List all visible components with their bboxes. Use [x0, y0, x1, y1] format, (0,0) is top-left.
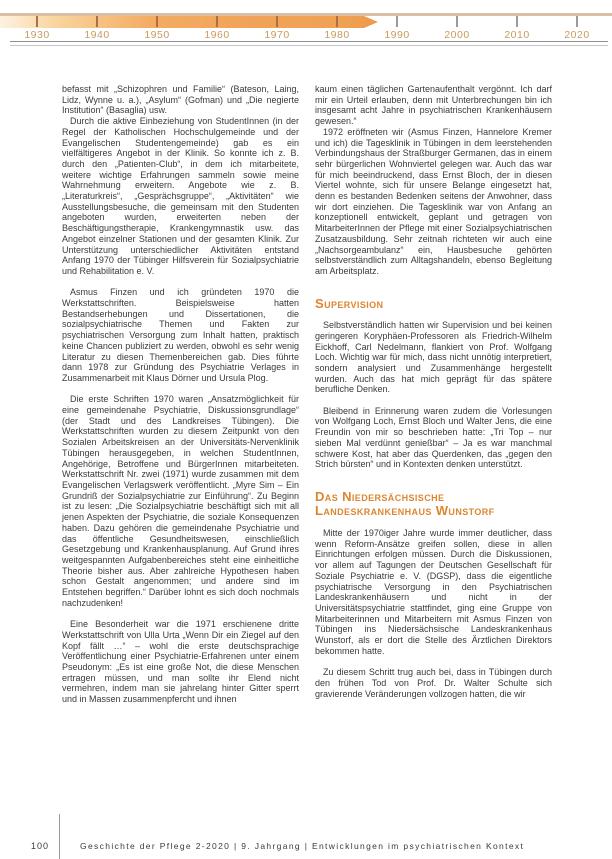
timeline-year-label: 2010: [504, 29, 530, 41]
timeline-tick-mark: [336, 16, 338, 27]
paragraph: Asmus Finzen und ich gründeten 1970 die Werkstattschriften. Beispielsweise hatten Bestandserhebungen und Dissertationen, die sozialpsychiatrische Themen und Fakten zur psychiatrischen Versorgung zum Inhalt hatten, praktisch keine Chancen publiziert zu werden, obwohl es sehr wenig Literatur zu diesen Themenbereichen gab. Dies führte dann 1978 zur Gründung des Psychiatrie Verlages in Zusammenarbeit mit Klaus Dörner und Ursula Plog.: [62, 287, 299, 383]
timeline-rule-lower: [10, 45, 608, 46]
timeline-year-label: 2000: [444, 29, 470, 41]
decade-timeline: [0, 0, 612, 48]
timeline-year-label: 1950: [144, 29, 170, 41]
timeline-tick-mark: [456, 16, 458, 27]
section-heading-supervision: Supervision: [315, 295, 384, 311]
paragraph: kaum einen täglichen Gartenaufenthalt vergönnt. Ich darf mir ein Urteil erlauben, denn mit Unterbrechungen bin ich insgesamt acht Jahre in psychiatrischen Krankenhäusern gewesen.“: [315, 84, 552, 127]
page-number: 100: [30, 841, 50, 851]
article-body: [62, 84, 552, 705]
timeline-year-label: 1960: [204, 29, 230, 41]
timeline-year-label: 1940: [84, 29, 110, 41]
right-column: [315, 84, 552, 705]
paragraph: Mitte der 1970iger Jahre wurde immer deutlicher, dass wenn Reform-Ansätze greifen sollen, diese in allen Einrichtungen erfolgen müssen. Durch die Diskussionen, vor allem auf Tagungen der Deutschen Gesellschaft für Soziale Psychiatrie e. V. (DGSP), dass die eigentliche psychiatrische Versorgung in den Psychiatrischen Landeskrankenhäusern und nicht in der Universitätspsychiatrie stattfindet, ging eine Gruppe von Mitarbeiterinnen und Mitarbeitern mit Asmus Finzen von Tübingen ins Niedersächsische Landeskrankenhaus Wunstorf, als er dort die Stelle des Ärztlichen Direktors bekommen hatte.: [315, 527, 552, 656]
journal-footer-line: Geschichte der Pflege 2-2020 | 9. Jahrgang | Entwicklungen im psychiatrischen Kontext: [80, 841, 525, 851]
paragraph: Eine Besonderheit war die 1971 erschienene dritte Werkstattschrift von Ulla Urta „Wenn Dir ein Ziegel auf den Kopf fällt …“ – wohl die erste deutschsprachige Veröffentlichung einer Psychiatrie-Erfahrenen unter einem Pseudonym: „Es ist eine große Not, die diese Menschen ertragen müssen, und man sollte ihr Elend nicht vermehren, indem man sie jahrelang hinter Gitter sperrt und in Massen zusammenpfercht und ihnen: [62, 619, 299, 705]
timeline-tick-mark: [396, 16, 398, 27]
timeline-tick-mark: [216, 16, 218, 27]
section-heading-wunstorf: Das Niedersächsische Landeskrankenhaus Wunstorf: [315, 488, 495, 519]
paragraph: befasst mit „Schizophren und Familie“ (Bateson, Laing, Lidz, Wynne u. a.), „Asylum“ (Gofman) und „Die negierte Institution“ (Basaglia) usw.: [62, 84, 299, 116]
timeline-tick-mark: [36, 16, 38, 27]
footer-divider-line: [59, 814, 60, 859]
timeline-year-label: 1980: [324, 29, 350, 41]
timeline-top-stripe: [0, 13, 612, 16]
paragraph: Zu diesem Schritt trug auch bei, dass in Tübingen durch den frühen Tod von Prof. Dr. Walter Schulte sich gravierende Veränderungen vollzogen hatten, die wir: [315, 667, 552, 699]
timeline-tick-mark: [576, 16, 578, 27]
timeline-tick-mark: [156, 16, 158, 27]
left-column: [62, 84, 299, 705]
paragraph: Selbstverständlich hatten wir Supervision und bei keinen geringeren Koryphäen-Professoren als Friedrich-Wilhelm Eickhoff, Carl Nedelmann, flankiert von Prof. Wolfgang Loch. Wichtig war für mich, dass nicht unnötig interpretiert, sondern analysiert und Zusammenhänge hergestellt wurden. Auch das hat mich geprägt für das spätere berufliche Denken.: [315, 320, 552, 395]
paragraph: Die erste Schriften 1970 waren „Ansatzmöglichkeit für eine gemeindenahe Psychiatrie, Diskussionsgrundlage“ (der Stadt und des Landkreises Tübingen). Die Werkstattschriften wurden zu diesem Zeitpunkt von den Sozialen Arbeitskreisen an der Universitäts-Nervenklinik Tübingen herausgegeben, in welchen StudentInnen, Angehörige, Betroffene und BürgerInnen mitarbeiteten. Werkstattschrift Nr. zwei (1971) wurde zusammen mit dem Evangelischen Verlagswerk veröffentlicht. „Myre Sim – Ein Grundriß der Sozialpsychiatrie zur Einführung“. Zu Beginn ist zu lesen: „Die Sozialpsychiatrie beschäftigt sich mit all jenen Aspekten der Psychiatrie, die soziale Konsequenzen haben. Dazu gehören die gemeindenahe Psychiatrie und das öffentliche Gesundheitswesen, einschließlich Gesetzgebung und Krankenhausplanung. Auf Grund ihres weitgespannten Aufgabenbereiches steht eine einheitliche Theorie bisher aus. Aber zahlreiche Hypothesen haben schon Gestalt angenommen; und andere sind im Entstehen begriffen.“ Darüber lohnt es sich doch nochmals nachzudenken!: [62, 394, 299, 608]
paragraph: Bleibend in Erinnerung waren zudem die Vorlesungen von Wolfgang Loch, Ernst Bloch und Walter Jens, die eine Freundin von mir so beschrieben hatte: „Tri Top – nur sieben Mal verdünnt genießbar“ – Ja es war manchmal schwere Kost, hat aber das Querdenken, das „gegen den Strich bürsten“ und in Kontexten denken unterstützt.: [315, 405, 552, 470]
paragraph: 1972 eröffneten wir (Asmus Finzen, Hannelore Kremer und ich) die Tagesklinik in Tübingen in dem leerstehenden Verbindungshaus der Straßburger Germanen, das in einem sehr bürgerlichen Wohnviertel gelegen war. Auch das war für mich beeindruckend, dass Ernst Bloch, der in diesen Viertel wohnte, sich für unsere Belange eingesetzt hat, denn es bestanden Bedenken seitens der Anwohner, dass wir dort einziehen. Die Tagesklinik war von Anfang an konzeptionell entwickelt, geplant und getragen von MitarbeiterInnen der Pflege mit einer Sozialpsychiatrischen Zusatzausbildung. Sehr zeitnah richteten wir auch eine „Nachsorgeambulanz“ ein, Hausbesuche gehörten selbstverständlich zum Alltagshandeln, ebenso Begleitung am Arbeitsplatz.: [315, 126, 552, 276]
timeline-tick-mark: [96, 16, 98, 27]
timeline-tick-mark: [516, 16, 518, 27]
timeline-highlight-arrow-band: [0, 16, 378, 28]
timeline-year-label: 1930: [24, 29, 50, 41]
timeline-year-label: 1990: [384, 29, 410, 41]
timeline-year-label: 1970: [264, 29, 290, 41]
timeline-tick-mark: [276, 16, 278, 27]
timeline-year-label: 2020: [564, 29, 590, 41]
timeline-rule-upper: [10, 41, 608, 42]
paragraph: Durch die aktive Einbeziehung von StudentInnen (in der Regel der Katholischen Hochschulgemeinde und der Evangelischen Studentengemeinde) gab es ein vielfältigeres Angebot in der Klinik. So konnte ich z. B. durch den „Patienten-Club“, in dem ich mitarbeitete, weitere wichtige Erfahrungen sammeln sowie meine Wahrnehmung erweitern. Angebote wie z. B. „Literaturkreis“, „Gesprächsgruppe“, „Aktivitäten“ wie Ausstellungsbesuche, die gemeinsam mit den Studenten angeboten wurden, erweiterten neben der Beschäftigungstherapie, Krankengymnastik usw. das Angebot einzelner Stationen und der gesamten Klinik. Zur Unterstützung unterschiedlicher Aktivitäten entstand Anfang 1970 der Tübinger Hilfsverein für Sozialpsychiatrie und Rehabilitation e. V.: [62, 116, 299, 276]
